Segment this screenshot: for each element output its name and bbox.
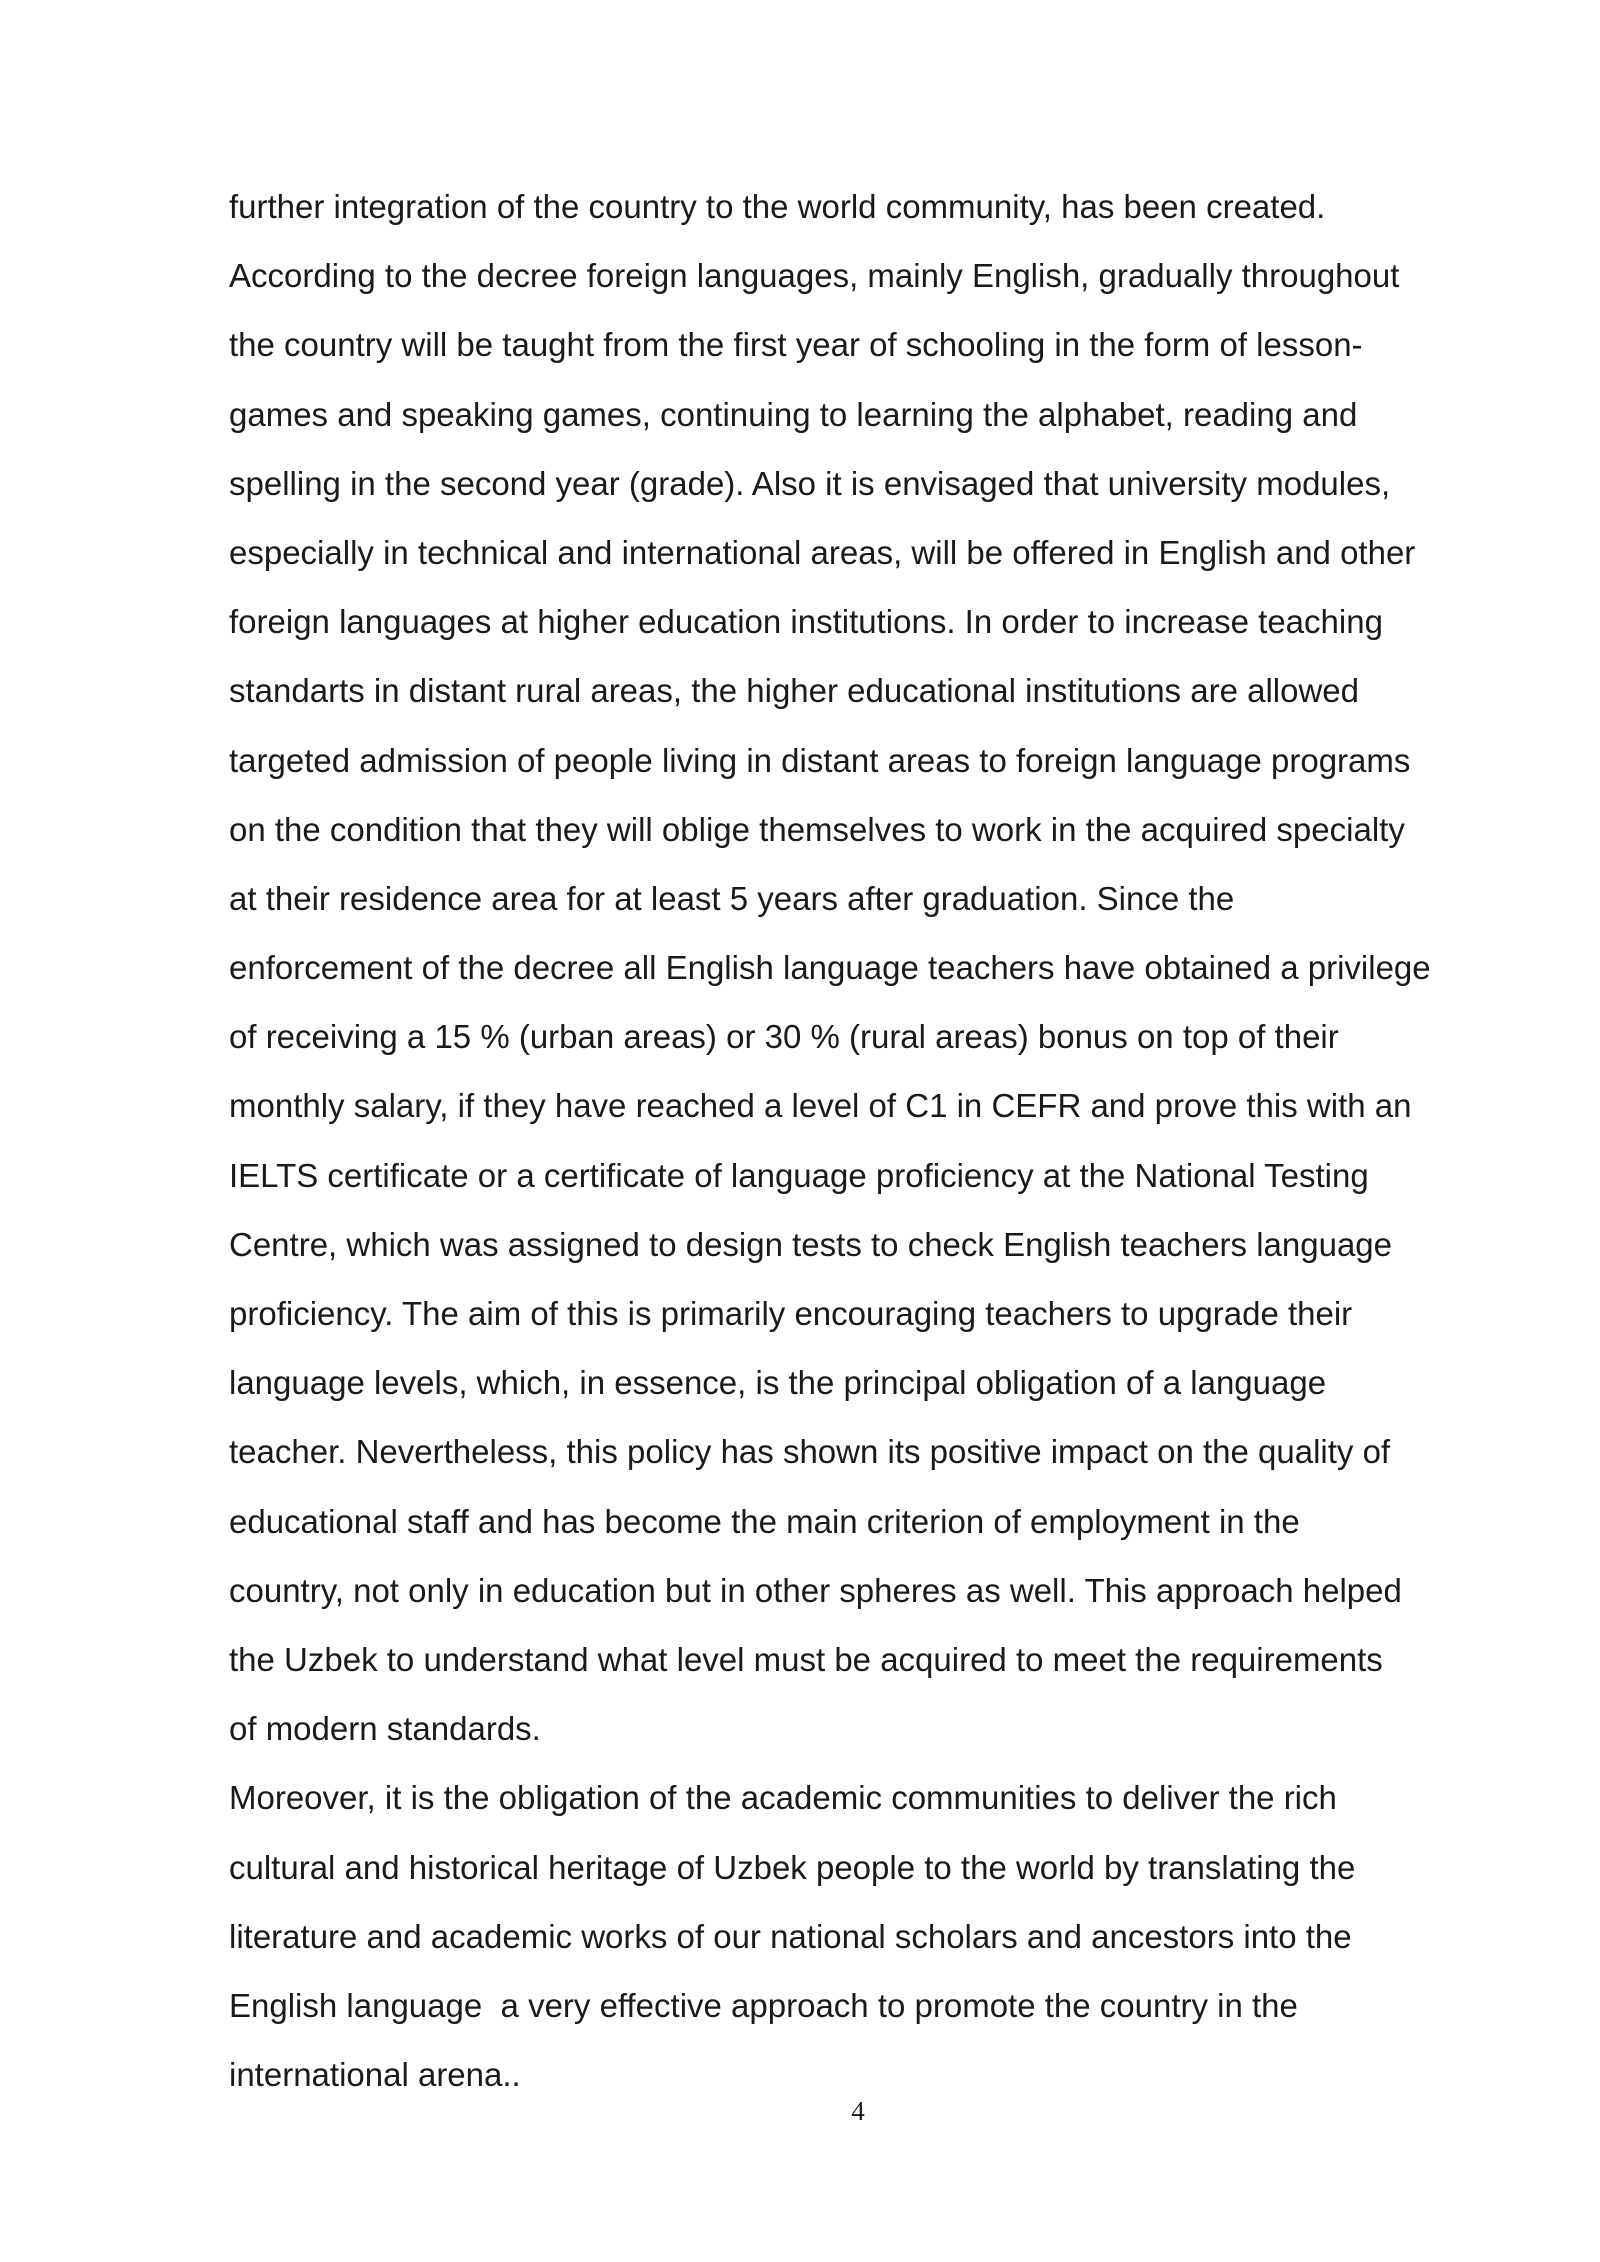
text-line: Moreover, it is the obligation of the academic communities to deliver the rich <box>229 1779 1337 1817</box>
text-line: the Uzbek to understand what level must be acquired to meet the requirements <box>229 1640 1383 1678</box>
text-line: international arena.. <box>229 2056 521 2094</box>
text-line: at their residence area for at least 5 years after graduation. Since the <box>229 879 1235 917</box>
text-line: educational staff and has become the main criterion of employment in the <box>229 1502 1300 1540</box>
text-line: especially in technical and international areas, will be offered in English and other <box>229 533 1416 571</box>
text-line: IELTS certificate or a certificate of language proficiency at the National Testing <box>229 1156 1369 1194</box>
text-line: literature and academic works of our national scholars and ancestors into the <box>229 1917 1352 1955</box>
page-number: 4 <box>851 2096 865 2126</box>
text-line: country, not only in education but in other spheres as well. This approach helped <box>229 1571 1402 1609</box>
text-line: language levels, which, in essence, is the principal obligation of a language <box>229 1364 1327 1402</box>
text-line: cultural and historical heritage of Uzbek people to the world by translating the <box>229 1848 1356 1886</box>
text-line: enforcement of the decree all English language teachers have obtained a privilege <box>229 949 1431 987</box>
text-line: Centre, which was assigned to design tests to check English teachers language <box>229 1225 1393 1263</box>
text-line: According to the decree foreign languages, mainly English, gradually throughout <box>229 257 1400 295</box>
text-line: games and speaking games, continuing to learning the alphabet, reading and <box>229 395 1358 433</box>
text-line: spelling in the second year (grade). Also it is envisaged that university modules, <box>229 464 1391 502</box>
text-line: targeted admission of people living in distant areas to foreign language programs <box>229 741 1411 779</box>
text-line: English language a very effective approach to promote the country in the <box>229 1986 1298 2024</box>
text-line: further integration of the country to the world community, has been created. <box>229 188 1326 225</box>
body-text <box>229 172 1529 2109</box>
text-line: teacher. Nevertheless, this policy has shown its positive impact on the quality of <box>229 1433 1391 1471</box>
text-line: proficiency. The aim of this is primarily encouraging teachers to upgrade their <box>229 1295 1353 1332</box>
text-line: standarts in distant rural areas, the higher educational institutions are allowed <box>229 672 1359 710</box>
text-line: monthly salary, if they have reached a level of C1 in CEFR and prove this with an <box>229 1087 1412 1125</box>
text-line: the country will be taught from the first year of schooling in the form of lesson- <box>229 326 1363 364</box>
text-line: foreign languages at higher education institutions. In order to increase teaching <box>229 603 1383 641</box>
text-line: on the condition that they will oblige themselves to work in the acquired specialty <box>229 810 1405 848</box>
text-line: of receiving a 15 % (urban areas) or 30 % (rural areas) bonus on top of their <box>229 1018 1339 1056</box>
text-line: of modern standards. <box>229 1710 541 1748</box>
